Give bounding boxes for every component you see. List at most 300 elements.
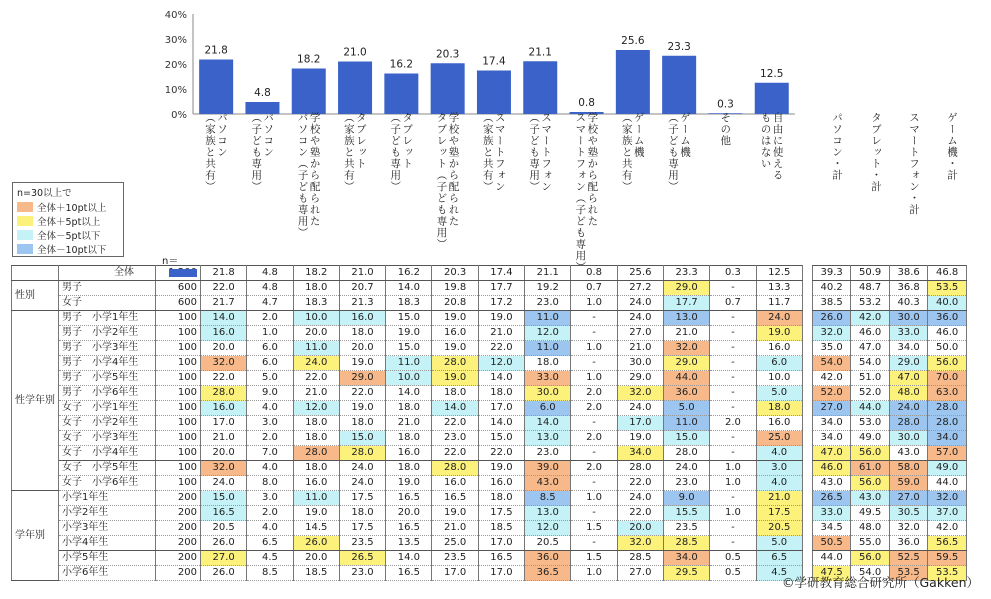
table-cell: 34.0 <box>617 446 663 461</box>
table-cell: 22.0 <box>339 386 385 401</box>
table-cell: 14.0 <box>478 371 524 386</box>
column-header-text: パソコン （家族と共有） <box>204 112 228 193</box>
table-cell: 16.0 <box>432 476 478 491</box>
total-cell: 46.0 <box>928 326 967 341</box>
sample-size: 100 <box>156 341 201 356</box>
total-cell: 55.0 <box>851 536 890 551</box>
total-cell: 47.0 <box>812 446 851 461</box>
table-cell: 23.0 <box>525 446 571 461</box>
table-cell: 21.0 <box>201 431 247 446</box>
table-cell: 24.0 <box>339 461 385 476</box>
spacer <box>802 281 812 296</box>
table-cell: 1.0 <box>571 341 617 356</box>
legend-swatch <box>17 244 33 254</box>
table-cell: 16.0 <box>756 416 802 431</box>
table-cell: 36.5 <box>525 566 571 581</box>
y-tick-label: 20% <box>164 60 187 71</box>
total-cell: 54.0 <box>812 356 851 371</box>
table-cell: 44.0 <box>663 371 709 386</box>
total-cell: 36.0 <box>889 536 928 551</box>
table-cell: 19.0 <box>432 506 478 521</box>
table-cell: 22.0 <box>432 416 478 431</box>
table-cell: 12.5 <box>756 266 802 281</box>
group-label: 性学年別 <box>12 311 59 491</box>
table-cell: 19.2 <box>525 281 571 296</box>
table-cell: 17.7 <box>478 281 524 296</box>
table-cell: 20.0 <box>201 446 247 461</box>
bar-value-label: 23.3 <box>667 40 691 53</box>
table-cell: 13.5 <box>386 536 432 551</box>
total-cell: 52.0 <box>812 386 851 401</box>
total-cell: 30.0 <box>889 431 928 446</box>
table-cell: 24.0 <box>617 491 663 506</box>
total-cell: 27.0 <box>889 491 928 506</box>
table-cell: 7.0 <box>247 446 293 461</box>
table-cell: 2.0 <box>571 401 617 416</box>
table-cell: 14.0 <box>201 311 247 326</box>
total-cell: 56.0 <box>851 446 890 461</box>
bar-value-label: 25.6 <box>621 35 645 47</box>
table-cell: 11.0 <box>525 341 571 356</box>
total-column-header-text: ゲーム機・計 <box>946 112 958 181</box>
bar-value-label: 0.8 <box>578 97 595 109</box>
column-header-text: 学校や塾から配られた タブレット（子ども専用） <box>435 112 460 250</box>
table-cell: 15.0 <box>201 491 247 506</box>
table-cell: 17.5 <box>756 506 802 521</box>
total-cell: 40.0 <box>928 296 967 311</box>
total-cell: 39.3 <box>812 266 851 281</box>
bar <box>616 50 650 114</box>
sample-size: 200 <box>156 521 201 536</box>
table-row <box>12 536 967 551</box>
total-column-header-text: タブレット・計 <box>870 112 882 193</box>
row-label: 小学6年生 <box>59 566 156 581</box>
table-cell: 17.0 <box>617 416 663 431</box>
total-cell: 59.0 <box>889 476 928 491</box>
table-cell: 0.8 <box>571 266 617 281</box>
table-cell: 14.0 <box>386 551 432 566</box>
total-cell: 46.8 <box>928 266 967 281</box>
table-cell: 36.0 <box>663 386 709 401</box>
spacer <box>802 521 812 536</box>
sample-size: 200 <box>156 566 201 581</box>
total-cell: 40.2 <box>812 281 851 296</box>
spacer <box>802 461 812 476</box>
table-cell: 18.0 <box>432 386 478 401</box>
column-header <box>753 112 791 262</box>
table-cell: 15.0 <box>339 431 385 446</box>
bar <box>755 83 789 114</box>
table-cell: 24.0 <box>201 476 247 491</box>
total-cell: 54.0 <box>851 356 890 371</box>
table-cell: 28.5 <box>617 551 663 566</box>
row-label: 女子 小学5年生 <box>59 461 156 476</box>
table-cell: 12.0 <box>525 521 571 536</box>
table-cell: 18.0 <box>478 386 524 401</box>
table-cell: 14.0 <box>478 416 524 431</box>
table-cell: 32.0 <box>617 536 663 551</box>
table-cell: 30.0 <box>525 386 571 401</box>
total-column-header <box>895 112 933 262</box>
table-cell: 21.0 <box>617 341 663 356</box>
table-cell: 19.0 <box>478 461 524 476</box>
table-cell: - <box>710 536 756 551</box>
row-label: 全体 <box>59 266 156 281</box>
column-header-text: パソコン （子ども専用） <box>250 112 275 193</box>
spacer <box>802 341 812 356</box>
spacer <box>802 446 812 461</box>
bar-value-label: 0.3 <box>717 98 734 111</box>
table-cell: 27.0 <box>201 551 247 566</box>
total-cell: 34.0 <box>812 416 851 431</box>
table-row <box>12 491 967 506</box>
column-header-text: 学校や塾から配られた スマートフォン（子ども専用） <box>574 112 599 273</box>
total-cell: 70.0 <box>928 371 967 386</box>
total-cell: 56.0 <box>928 356 967 371</box>
table-cell: 5.0 <box>756 386 802 401</box>
total-cell: 57.0 <box>928 446 967 461</box>
total-cell: 63.0 <box>928 386 967 401</box>
table-cell: 8.0 <box>247 476 293 491</box>
table-cell: 8.5 <box>247 566 293 581</box>
table-cell: 17.4 <box>478 266 524 281</box>
total-cell: 49.0 <box>851 431 890 446</box>
total-cell: 32.0 <box>889 521 928 536</box>
total-cell: 34.0 <box>889 341 928 356</box>
table-cell: - <box>710 311 756 326</box>
spacer <box>802 431 812 446</box>
column-header-text: ゲーム機 （家族と共有） <box>620 112 645 193</box>
group-label: 性別 <box>12 281 59 311</box>
table-row <box>12 296 967 311</box>
table-cell: 16.0 <box>386 446 432 461</box>
table-cell: 14.0 <box>386 386 432 401</box>
total-cell: 32.0 <box>812 326 851 341</box>
table-cell: 24.0 <box>756 311 802 326</box>
table-cell: 18.0 <box>478 491 524 506</box>
row-label: 男子 小学4年生 <box>59 356 156 371</box>
spacer <box>802 296 812 311</box>
total-cell: 30.0 <box>889 311 928 326</box>
sample-size: 100 <box>156 401 201 416</box>
table-cell: 16.0 <box>756 341 802 356</box>
table-cell: 6.0 <box>525 401 571 416</box>
table-cell: 29.0 <box>617 371 663 386</box>
bar <box>292 69 326 115</box>
total-cell: 56.5 <box>928 536 967 551</box>
table-cell: 18.0 <box>339 506 385 521</box>
table-row <box>12 476 967 491</box>
table-cell: 26.0 <box>293 536 339 551</box>
column-header <box>382 112 420 262</box>
row-label: 小学4年生 <box>59 536 156 551</box>
table-cell: 15.0 <box>386 311 432 326</box>
table-row <box>12 506 967 521</box>
table-cell: 4.0 <box>247 461 293 476</box>
table-cell: - <box>710 341 756 356</box>
table-cell: 21.0 <box>293 386 339 401</box>
table-cell: 24.0 <box>617 401 663 416</box>
table-cell: 19.0 <box>386 326 432 341</box>
table-cell: 11.0 <box>663 416 709 431</box>
table-cell: 20.8 <box>432 296 478 311</box>
total-cell: 40.3 <box>889 296 928 311</box>
table-cell: 4.0 <box>756 476 802 491</box>
row-label: 女子 小学6年生 <box>59 476 156 491</box>
table-cell: 0.3 <box>710 266 756 281</box>
column-header <box>660 112 698 262</box>
total-bar-swatch <box>169 269 197 277</box>
bar-value-label: 18.2 <box>297 53 321 66</box>
table-cell: 16.5 <box>386 491 432 506</box>
table-cell: 20.0 <box>386 506 432 521</box>
table-cell: 21.0 <box>478 326 524 341</box>
table-cell: 12.0 <box>525 326 571 341</box>
table-cell: 17.0 <box>478 401 524 416</box>
y-tick-label: 30% <box>164 35 187 46</box>
table-cell: 19.0 <box>617 431 663 446</box>
table-row <box>12 461 967 476</box>
table-cell: 3.0 <box>247 491 293 506</box>
total-cell: 34.5 <box>812 521 851 536</box>
total-cell: 52.5 <box>889 551 928 566</box>
table-cell: 18.0 <box>756 401 802 416</box>
table-cell: 21.0 <box>756 491 802 506</box>
table-row <box>12 446 967 461</box>
table-cell: 15.0 <box>478 431 524 446</box>
total-cell: 56.0 <box>851 551 890 566</box>
table-row <box>12 266 967 281</box>
table-cell: 20.0 <box>293 551 339 566</box>
total-cell: 56.0 <box>851 476 890 491</box>
table-cell: - <box>571 446 617 461</box>
table-cell: 11.0 <box>386 356 432 371</box>
total-cell: 48.7 <box>851 281 890 296</box>
table-cell: - <box>571 506 617 521</box>
table-cell: 20.5 <box>756 521 802 536</box>
table-cell: 20.5 <box>525 536 571 551</box>
table-cell: 10.0 <box>293 311 339 326</box>
table-cell: 18.0 <box>339 326 385 341</box>
table-cell: 2.0 <box>710 416 756 431</box>
row-label: 女子 小学2年生 <box>59 416 156 431</box>
spacer <box>802 416 812 431</box>
table-cell: - <box>710 281 756 296</box>
total-cell: 47.5 <box>812 566 851 581</box>
table-cell: - <box>710 431 756 446</box>
total-column-header-text: スマートフォン・計 <box>908 112 920 216</box>
table-cell: 18.0 <box>293 431 339 446</box>
n-label: n＝ <box>162 256 179 267</box>
total-cell: 44.0 <box>851 401 890 416</box>
total-cell: 47.0 <box>889 371 928 386</box>
table-cell: 17.5 <box>339 521 385 536</box>
total-cell: 43.0 <box>812 476 851 491</box>
sample-size: 100 <box>156 461 201 476</box>
total-cell: 42.0 <box>812 371 851 386</box>
total-column-header <box>933 112 971 262</box>
sample-size: 100 <box>156 356 201 371</box>
bar-value-label: 16.2 <box>389 58 414 71</box>
table-cell: 18.0 <box>339 416 385 431</box>
table-cell: 10.0 <box>756 371 802 386</box>
sample-size: 100 <box>156 416 201 431</box>
table-cell: 27.0 <box>617 326 663 341</box>
table-cell: 20.0 <box>617 521 663 536</box>
table-cell: 17.0 <box>201 416 247 431</box>
table-row <box>12 311 967 326</box>
total-cell: 50.5 <box>812 536 851 551</box>
total-cell: 30.5 <box>889 506 928 521</box>
total-cell: 33.0 <box>812 506 851 521</box>
total-cell: 43.0 <box>889 446 928 461</box>
table-cell: 16.0 <box>478 476 524 491</box>
bar <box>477 71 511 115</box>
table-row <box>12 341 967 356</box>
bar <box>338 62 372 115</box>
table-cell: 9.0 <box>663 491 709 506</box>
table-cell: 24.0 <box>617 296 663 311</box>
y-tick-label: 10% <box>164 85 187 96</box>
table-cell: 5.0 <box>663 401 709 416</box>
total-cell: 42.0 <box>928 521 967 536</box>
total-cell: 37.0 <box>928 506 967 521</box>
column-header-text: 学校や塾から配られた パソコン（子ども専用） <box>296 112 321 239</box>
spacer <box>802 551 812 566</box>
table-cell: 1.0 <box>571 491 617 506</box>
table-cell: 4.7 <box>247 296 293 311</box>
table-cell: 32.0 <box>617 386 663 401</box>
table-cell: - <box>710 446 756 461</box>
legend-title: n=30以上で <box>17 188 72 199</box>
table-cell: 12.0 <box>293 401 339 416</box>
spacer <box>802 491 812 506</box>
table-cell: 18.2 <box>293 266 339 281</box>
table-cell: 4.0 <box>247 401 293 416</box>
sample-size: 100 <box>156 311 201 326</box>
table-cell: 22.0 <box>432 446 478 461</box>
table-cell: 43.0 <box>525 476 571 491</box>
table-cell: - <box>710 356 756 371</box>
row-label: 小学5年生 <box>59 551 156 566</box>
column-header <box>475 112 513 262</box>
total-cell: 24.0 <box>889 401 928 416</box>
group-label: 学年別 <box>12 491 59 581</box>
table-cell: 30.0 <box>617 356 663 371</box>
table-cell: 2.0 <box>571 431 617 446</box>
table-cell: 28.0 <box>432 461 478 476</box>
table-cell: 18.5 <box>293 566 339 581</box>
copyright: ©学研教育総合研究所（Gakken） <box>782 575 979 590</box>
table-cell: 17.5 <box>478 506 524 521</box>
table-cell: 28.0 <box>201 386 247 401</box>
sample-size: 100 <box>156 326 201 341</box>
column-header <box>614 112 652 262</box>
column-header <box>243 112 281 262</box>
row-label: 男子 小学2年生 <box>59 326 156 341</box>
total-cell: 49.0 <box>928 461 967 476</box>
table-cell: 16.0 <box>432 326 478 341</box>
total-cell: 53.0 <box>851 416 890 431</box>
table-cell: 4.5 <box>247 551 293 566</box>
table-cell: 23.0 <box>525 296 571 311</box>
table-cell: 1.0 <box>571 296 617 311</box>
column-header-text: スマートフォン （家族と共有） <box>481 112 506 193</box>
table-cell: 21.0 <box>432 521 478 536</box>
bar <box>199 60 233 115</box>
table-cell: 23.0 <box>663 476 709 491</box>
legend-swatch <box>17 230 33 240</box>
table-cell: 19.0 <box>339 356 385 371</box>
column-header-text: その他 <box>719 112 732 147</box>
total-cell: 26.5 <box>812 491 851 506</box>
total-cell: 50.0 <box>928 341 967 356</box>
table-cell: 23.0 <box>432 431 478 446</box>
legend-item-plus10: 全体＋10pt以上 <box>13 200 123 214</box>
bar <box>662 56 696 114</box>
table-cell: 1.0 <box>247 326 293 341</box>
total-cell: 53.5 <box>928 566 967 581</box>
table-cell: 13.0 <box>525 431 571 446</box>
table-cell: - <box>710 326 756 341</box>
table-cell: 1.0 <box>710 506 756 521</box>
column-header-text: タブレット （家族と共有） <box>342 112 367 193</box>
total-cell: 48.0 <box>889 386 928 401</box>
table-cell: 14.0 <box>386 281 432 296</box>
table-cell: 15.5 <box>663 506 709 521</box>
table-cell: 9.0 <box>247 386 293 401</box>
table-cell: 3.0 <box>247 416 293 431</box>
total-cell: 49.5 <box>851 506 890 521</box>
legend-item-plus5: 全体＋5pt以上 <box>13 214 123 228</box>
table-cell: 28.0 <box>293 446 339 461</box>
total-cell: 34.0 <box>812 431 851 446</box>
table-cell: 16.5 <box>386 566 432 581</box>
table-cell: 19.8 <box>432 281 478 296</box>
table-cell: 16.0 <box>339 311 385 326</box>
total-cell: 27.0 <box>812 401 851 416</box>
row-label: 男子 <box>59 281 156 296</box>
table-cell: 18.0 <box>386 461 432 476</box>
spacer <box>802 536 812 551</box>
total-cell: 53.5 <box>928 281 967 296</box>
table-cell: 16.5 <box>432 491 478 506</box>
table-cell: 21.3 <box>339 296 385 311</box>
table-cell: - <box>571 476 617 491</box>
spacer <box>802 266 812 281</box>
table-cell: 21.7 <box>201 296 247 311</box>
sample-size: 100 <box>156 476 201 491</box>
table-cell: 19.0 <box>756 326 802 341</box>
table-cell: 17.0 <box>432 566 478 581</box>
table-cell: 2.0 <box>571 386 617 401</box>
column-header-text: スマートフォン （子ども専用） <box>528 112 553 193</box>
table-cell: 0.7 <box>571 281 617 296</box>
table-cell: 8.5 <box>525 491 571 506</box>
table-cell: 4.0 <box>756 446 802 461</box>
total-column-header <box>818 112 856 262</box>
row-label: 男子 小学3年生 <box>59 341 156 356</box>
table-cell: 19.0 <box>386 476 432 491</box>
table-cell: 15.0 <box>663 431 709 446</box>
table-cell: 10.0 <box>386 371 432 386</box>
row-label: 女子 <box>59 296 156 311</box>
sample-size: 100 <box>156 371 201 386</box>
table-cell: 16.0 <box>201 401 247 416</box>
table-cell: 32.0 <box>201 461 247 476</box>
table-cell: 28.0 <box>432 356 478 371</box>
total-cell: 51.0 <box>851 371 890 386</box>
